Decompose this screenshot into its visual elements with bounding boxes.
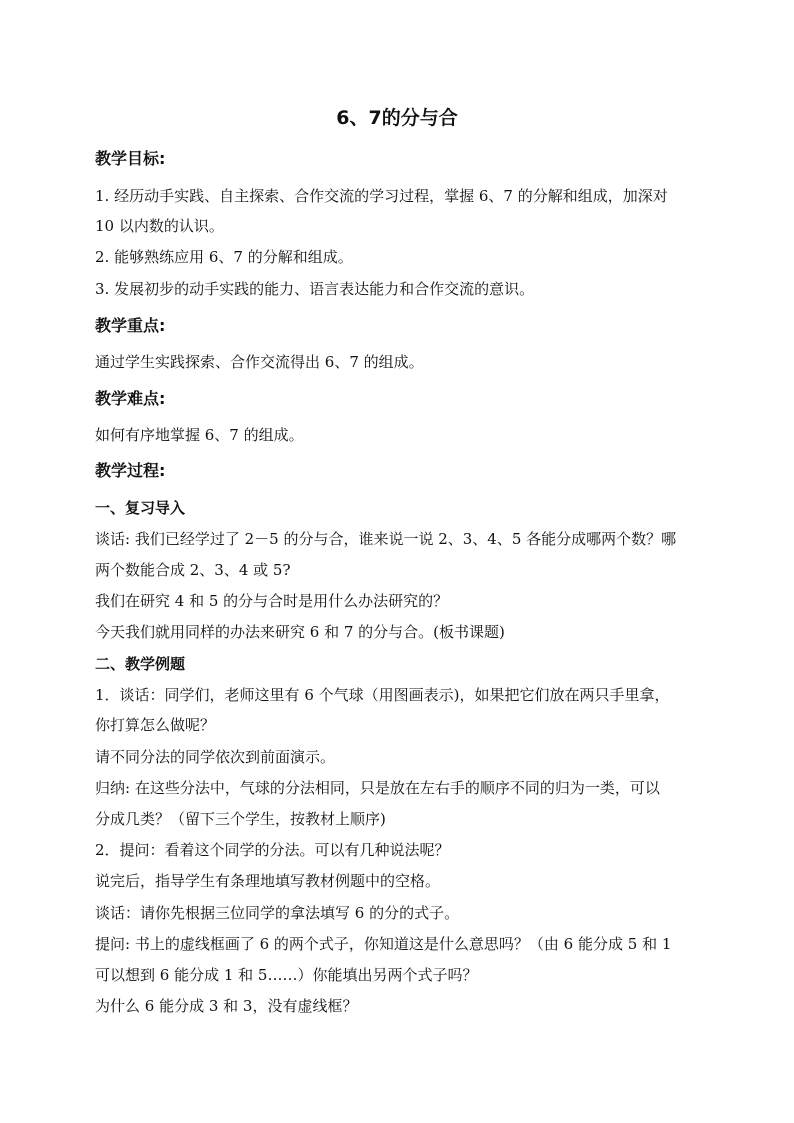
example-line: 你打算怎么做呢？	[95, 716, 216, 734]
example-line: 2．提问：看着这个同学的分法。可以有几种说法呢？	[95, 841, 450, 859]
example-line: 请不同分法的同学依次到前面演示。	[95, 748, 336, 766]
key-point-heading: 教学重点:	[95, 316, 166, 335]
example-line: 归纳: 在这些分法中，气球的分法相同，只是放在左右手的顺序不同的归为一类，可以	[95, 779, 660, 797]
difficulty-line: 如何有序地掌握 6、7 的组成。	[95, 426, 304, 444]
review-line: 今天我们就用同样的办法来研究 6 和 7 的分与合。(板书课题)	[95, 623, 505, 641]
review-line: 我们在研究 4 和 5 的分与合时是用什么办法研究的？	[95, 592, 449, 610]
review-line: 两个数能合成 2、3、4 或 5?	[95, 561, 291, 579]
goals-line: 2. 能够熟练应用 6、7 的分解和组成。	[95, 248, 353, 266]
key-point-line: 通过学生实践探索、合作交流得出 6、7 的组成。	[95, 353, 424, 371]
difficulty-heading: 教学难点:	[95, 389, 166, 408]
goals-line: 1. 经历动手实践、自主探索、合作交流的学习过程，掌握 6、7 的分解和组成，加深对	[95, 187, 668, 205]
review-heading: 一、复习导入	[95, 499, 186, 517]
goals-line: 3. 发展初步的动手实践的能力、语言表达能力和合作交流的意识。	[95, 280, 535, 298]
example-line: 分成几类？（留下三个学生，按教材上顺序)	[95, 810, 386, 828]
example-heading: 二、教学例题	[95, 655, 186, 673]
review-line: 谈话: 我们已经学过了 2－5 的分与合，谁来说一说 2、3、4、5 各能分成哪两个数？哪	[95, 530, 677, 548]
document-title: 6、7的分与合	[336, 107, 458, 129]
process-heading: 教学过程:	[95, 461, 166, 480]
example-line: 提问: 书上的虚线框画了 6 的两个式子，你知道这是什么意思吗？（由 6 能分成 5 和 1	[95, 935, 672, 953]
example-line: 说完后，指导学生有条理地填写教材例题中的空格。	[95, 872, 441, 890]
goals-line: 10 以内数的认识。	[95, 217, 224, 235]
example-line: 谈话：请你先根据三位同学的拿法填写 6 的分的式子。	[95, 904, 460, 922]
example-line: 1．谈话：同学们，老师这里有 6 个气球（用图画表示)，如果把它们放在两只手里拿，	[95, 686, 670, 704]
example-line: 可以想到 6 能分成 1 和 5……）你能填出另两个式子吗？	[95, 966, 478, 984]
example-line: 为什么 6 能分成 3 和 3，没有虚线框？	[95, 997, 358, 1015]
goals-heading: 教学目标:	[95, 149, 166, 168]
